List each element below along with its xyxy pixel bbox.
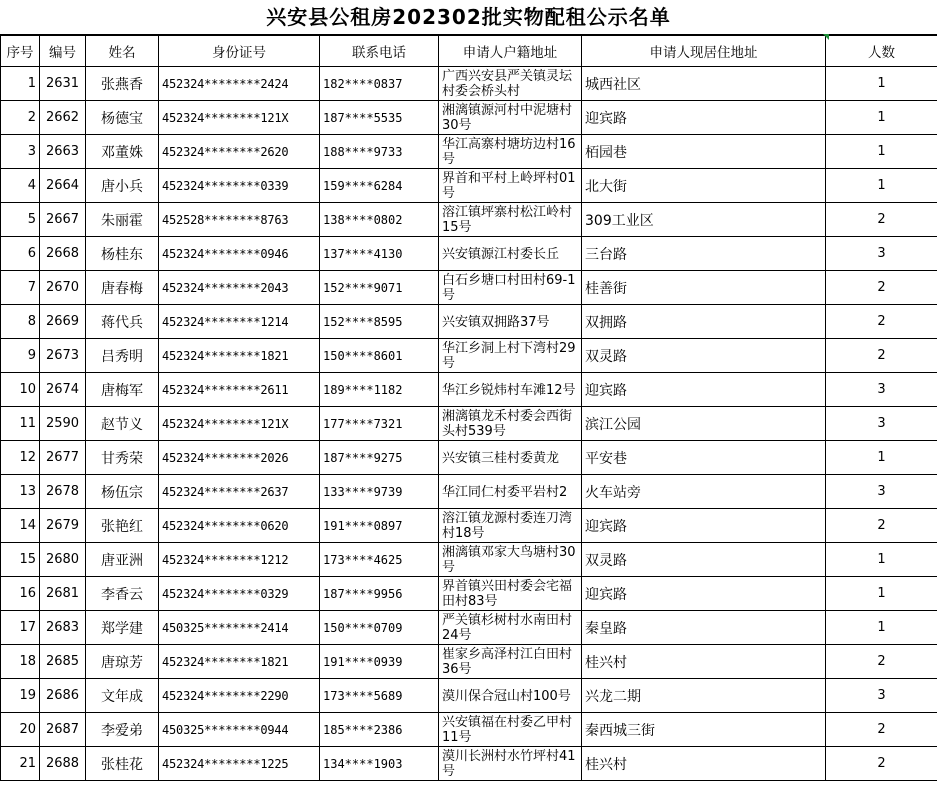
cell-count[interactable]: 1: [826, 611, 937, 645]
cell-hukou-address[interactable]: [439, 135, 582, 169]
cell-name[interactable]: 唐梅军: [86, 373, 159, 407]
hukou-text: 广西兴安县严关镇灵坛村委会桥头村: [442, 69, 573, 99]
cell-id-number[interactable]: 452324********121X: [159, 407, 320, 441]
hukou-text: 华江高寨村塘坊边村16号: [442, 137, 576, 167]
hukou-text: 白石乡塘口村田村69-1号: [442, 273, 576, 303]
cell-seq[interactable]: 18: [1, 645, 40, 679]
cell-name[interactable]: 张燕香: [86, 67, 159, 101]
cell-count[interactable]: 1: [826, 543, 937, 577]
cell-count[interactable]: 1: [826, 101, 937, 135]
cell-id-number[interactable]: 452324********1821: [159, 339, 320, 373]
cell-name[interactable]: 唐小兵: [86, 169, 159, 203]
cell-no[interactable]: 2681: [40, 577, 86, 611]
cell-hukou-address[interactable]: [439, 475, 582, 509]
cell-no[interactable]: 2668: [40, 237, 86, 271]
cell-hukou-address[interactable]: [439, 645, 582, 679]
cell-phone[interactable]: 187****5535: [320, 101, 439, 135]
col-header-no[interactable]: 编号: [40, 36, 86, 67]
hukou-text: 华江乡锐炜村车滩12号: [442, 382, 576, 398]
col-header-id[interactable]: 身份证号: [159, 36, 320, 67]
cell-id-number[interactable]: 452324********0620: [159, 509, 320, 543]
cell-count[interactable]: 2: [826, 747, 937, 781]
cell-hukou-address[interactable]: [439, 339, 582, 373]
col-header-seq[interactable]: 序号: [1, 36, 40, 67]
cell-count[interactable]: 3: [826, 679, 937, 713]
cell-seq[interactable]: 10: [1, 373, 40, 407]
table-row: [1, 543, 937, 577]
hukou-text: 溶江镇坪寨村松江岭村15号: [442, 205, 573, 235]
cell-name[interactable]: 杨德宝: [86, 101, 159, 135]
header-row: [1, 36, 937, 67]
cell-current-address[interactable]: 迎宾路: [582, 577, 826, 611]
cell-id-number[interactable]: 452324********2026: [159, 441, 320, 475]
cell-phone[interactable]: 173****4625: [320, 543, 439, 577]
cell-hukou-address[interactable]: [439, 271, 582, 305]
cell-no[interactable]: 2677: [40, 441, 86, 475]
table-row: [1, 67, 937, 101]
cell-count[interactable]: 3: [826, 373, 937, 407]
cell-name[interactable]: 甘秀荣: [86, 441, 159, 475]
cell-count[interactable]: 1: [826, 577, 937, 611]
cell-phone[interactable]: 150****0709: [320, 611, 439, 645]
cell-phone[interactable]: 133****9739: [320, 475, 439, 509]
cell-name[interactable]: 李爱弟: [86, 713, 159, 747]
hukou-text: 华江同仁村委平岩村2: [442, 484, 568, 500]
cell-id-number[interactable]: 452324********0329: [159, 577, 320, 611]
cell-seq[interactable]: 11: [1, 407, 40, 441]
sheet-title: 兴安县公租房202302批实物配租公示名单: [0, 0, 937, 35]
cell-current-address[interactable]: 栢园巷: [582, 135, 826, 169]
cell-current-address[interactable]: 迎宾路: [582, 101, 826, 135]
cell-hukou-address[interactable]: [439, 407, 582, 441]
cell-current-address[interactable]: 火车站旁: [582, 475, 826, 509]
cell-current-address[interactable]: 城西社区: [582, 67, 826, 101]
cell-id-number[interactable]: 452324********2620: [159, 135, 320, 169]
cell-current-address[interactable]: 秦皇路: [582, 611, 826, 645]
table-row: [1, 135, 937, 169]
cell-no[interactable]: 2688: [40, 747, 86, 781]
cell-seq[interactable]: 2: [1, 101, 40, 135]
cell-name[interactable]: 文年成: [86, 679, 159, 713]
table-body: [1, 67, 937, 781]
cell-no[interactable]: 2673: [40, 339, 86, 373]
cell-name[interactable]: 朱丽霍: [86, 203, 159, 237]
table-row: [1, 203, 937, 237]
cell-seq[interactable]: 9: [1, 339, 40, 373]
cell-count[interactable]: 1: [826, 169, 937, 203]
cell-no[interactable]: 2685: [40, 645, 86, 679]
cell-phone[interactable]: 152****8595: [320, 305, 439, 339]
cell-id-number[interactable]: 450325********2414: [159, 611, 320, 645]
col-header-hukou[interactable]: 申请人户籍地址: [439, 36, 582, 67]
roster-table: [0, 35, 937, 781]
cell-hukou-address[interactable]: [439, 543, 582, 577]
cell-current-address[interactable]: 迎宾路: [582, 373, 826, 407]
cell-name[interactable]: 张桂花: [86, 747, 159, 781]
table-row: [1, 271, 937, 305]
cell-no[interactable]: 2664: [40, 169, 86, 203]
table-row: [1, 611, 937, 645]
cell-name[interactable]: 赵节义: [86, 407, 159, 441]
cell-hukou-address[interactable]: [439, 679, 582, 713]
cell-current-address[interactable]: 309工业区: [582, 203, 826, 237]
cell-id-number[interactable]: 452528********8763: [159, 203, 320, 237]
cell-count[interactable]: 3: [826, 407, 937, 441]
cell-current-address[interactable]: 平安巷: [582, 441, 826, 475]
cell-phone[interactable]: 150****8601: [320, 339, 439, 373]
cell-seq[interactable]: 15: [1, 543, 40, 577]
hukou-text: 界首镇兴田村委会宅福田村83号: [442, 579, 573, 609]
cell-current-address[interactable]: 迎宾路: [582, 509, 826, 543]
hukou-text: 漠川长洲村水竹坪村41号: [442, 749, 576, 779]
cell-current-address[interactable]: 桂兴村: [582, 747, 826, 781]
cell-hukou-address[interactable]: [439, 713, 582, 747]
cell-current-address[interactable]: 三台路: [582, 237, 826, 271]
cell-hukou-address[interactable]: [439, 237, 582, 271]
cell-phone[interactable]: 189****1182: [320, 373, 439, 407]
cell-seq[interactable]: 20: [1, 713, 40, 747]
cell-seq[interactable]: 19: [1, 679, 40, 713]
cell-count[interactable]: 2: [826, 203, 937, 237]
cell-hukou-address[interactable]: [439, 611, 582, 645]
cell-phone[interactable]: 188****9733: [320, 135, 439, 169]
cell-name[interactable]: 郑学建: [86, 611, 159, 645]
cell-phone[interactable]: 187****9956: [320, 577, 439, 611]
cell-phone[interactable]: 182****0837: [320, 67, 439, 101]
cell-id-number[interactable]: 452324********1225: [159, 747, 320, 781]
cell-hukou-address[interactable]: [439, 305, 582, 339]
cell-no[interactable]: 2662: [40, 101, 86, 135]
cell-no[interactable]: 2679: [40, 509, 86, 543]
cell-current-address[interactable]: 桂兴村: [582, 645, 826, 679]
cell-hukou-address[interactable]: [439, 203, 582, 237]
cell-id-number[interactable]: 450325********0944: [159, 713, 320, 747]
cell-no[interactable]: 2678: [40, 475, 86, 509]
cell-current-address[interactable]: 桂善街: [582, 271, 826, 305]
cell-seq[interactable]: 8: [1, 305, 40, 339]
cell-id-number[interactable]: 452324********1214: [159, 305, 320, 339]
table-row: [1, 747, 937, 781]
col-header-count[interactable]: 人数: [826, 36, 937, 67]
cell-seq[interactable]: 16: [1, 577, 40, 611]
cell-name[interactable]: 吕秀明: [86, 339, 159, 373]
cell-id-number[interactable]: 452324********2611: [159, 373, 320, 407]
cell-phone[interactable]: 137****4130: [320, 237, 439, 271]
cell-count[interactable]: 2: [826, 509, 937, 543]
cell-hukou-address[interactable]: [439, 169, 582, 203]
table-row: [1, 475, 937, 509]
table-row: [1, 237, 937, 271]
col-header-address[interactable]: 申请人现居住地址: [582, 36, 826, 67]
cell-current-address[interactable]: 滨江公园: [582, 407, 826, 441]
cell-name[interactable]: 邓董姝: [86, 135, 159, 169]
table-row: [1, 339, 937, 373]
hukou-text: 湘漓镇邓家大鸟塘村30号: [442, 545, 576, 575]
cell-no[interactable]: 2674: [40, 373, 86, 407]
cell-count[interactable]: 3: [826, 475, 937, 509]
cell-name[interactable]: 杨伍宗: [86, 475, 159, 509]
cell-hukou-address[interactable]: [439, 67, 582, 101]
cell-count[interactable]: 2: [826, 645, 937, 679]
table-row: [1, 713, 937, 747]
hukou-text: 严关镇杉树村水南田村24号: [442, 613, 573, 643]
cell-name[interactable]: 蒋代兵: [86, 305, 159, 339]
hukou-text: 湘漓镇龙禾村委会西街头村539号: [442, 409, 573, 439]
cell-phone[interactable]: 177****7321: [320, 407, 439, 441]
cell-no[interactable]: 2683: [40, 611, 86, 645]
cell-name[interactable]: 唐亚洲: [86, 543, 159, 577]
table-row: [1, 509, 937, 543]
cell-current-address[interactable]: 北大街: [582, 169, 826, 203]
cell-count[interactable]: 1: [826, 67, 937, 101]
cell-no[interactable]: 2667: [40, 203, 86, 237]
cell-seq[interactable]: 5: [1, 203, 40, 237]
cell-name[interactable]: 杨桂东: [86, 237, 159, 271]
cell-seq[interactable]: 4: [1, 169, 40, 203]
cell-hukou-address[interactable]: [439, 441, 582, 475]
hukou-text: 界首和平村上岭坪村01号: [442, 171, 576, 201]
hukou-text: 兴安镇双拥路37号: [442, 314, 550, 330]
hukou-text: 华江乡洞上村下湾村29号: [442, 341, 576, 371]
table-row: [1, 101, 937, 135]
cell-no[interactable]: 2663: [40, 135, 86, 169]
cell-id-number[interactable]: 452324********121X: [159, 101, 320, 135]
cell-id-number[interactable]: 452324********2290: [159, 679, 320, 713]
cell-current-address[interactable]: 双拥路: [582, 305, 826, 339]
cell-seq[interactable]: 17: [1, 611, 40, 645]
table-row: [1, 407, 937, 441]
cell-phone[interactable]: 187****9275: [320, 441, 439, 475]
cell-count[interactable]: 3: [826, 237, 937, 271]
cell-seq[interactable]: 12: [1, 441, 40, 475]
cell-hukou-address[interactable]: [439, 373, 582, 407]
cell-seq[interactable]: 1: [1, 67, 40, 101]
table-row: [1, 645, 937, 679]
cell-count[interactable]: 2: [826, 305, 937, 339]
cell-hukou-address[interactable]: [439, 101, 582, 135]
table-row: [1, 577, 937, 611]
cell-seq[interactable]: 14: [1, 509, 40, 543]
cell-no[interactable]: 2669: [40, 305, 86, 339]
cell-seq[interactable]: 21: [1, 747, 40, 781]
col-header-tel[interactable]: 联系电话: [320, 36, 439, 67]
cell-seq[interactable]: 6: [1, 237, 40, 271]
cell-phone[interactable]: 173****5689: [320, 679, 439, 713]
cell-current-address[interactable]: 双灵路: [582, 339, 826, 373]
cell-current-address[interactable]: 双灵路: [582, 543, 826, 577]
cell-seq[interactable]: 7: [1, 271, 40, 305]
cell-phone[interactable]: 185****2386: [320, 713, 439, 747]
cell-phone[interactable]: 152****9071: [320, 271, 439, 305]
cell-no[interactable]: 2631: [40, 67, 86, 101]
cell-id-number[interactable]: 452324********2043: [159, 271, 320, 305]
cell-hukou-address[interactable]: [439, 509, 582, 543]
cell-phone[interactable]: 191****0939: [320, 645, 439, 679]
hukou-text: 兴安镇三桂村委黄龙: [442, 450, 560, 466]
cell-current-address[interactable]: 兴龙二期: [582, 679, 826, 713]
cell-no[interactable]: 2590: [40, 407, 86, 441]
cell-no[interactable]: 2670: [40, 271, 86, 305]
cell-id-number[interactable]: 452324********2637: [159, 475, 320, 509]
table-row: [1, 373, 937, 407]
cell-phone[interactable]: 191****0897: [320, 509, 439, 543]
hukou-text: 漠川保合冠山村100号: [442, 688, 571, 704]
cell-name[interactable]: 张艳红: [86, 509, 159, 543]
cell-comment-marker: [823, 34, 829, 40]
cell-id-number[interactable]: 452324********0339: [159, 169, 320, 203]
cell-no[interactable]: 2687: [40, 713, 86, 747]
cell-id-number[interactable]: 452324********0946: [159, 237, 320, 271]
cell-seq[interactable]: 13: [1, 475, 40, 509]
cell-phone[interactable]: 159****6284: [320, 169, 439, 203]
cell-current-address[interactable]: 秦西城三街: [582, 713, 826, 747]
cell-hukou-address[interactable]: [439, 747, 582, 781]
cell-count[interactable]: 1: [826, 135, 937, 169]
cell-id-number[interactable]: 452324********1821: [159, 645, 320, 679]
cell-count[interactable]: 1: [826, 441, 937, 475]
hukou-text: 湘漓镇源河村中泥塘村30号: [442, 103, 573, 133]
hukou-text: 兴安镇福在村委乙甲村11号: [442, 715, 573, 745]
cell-no[interactable]: 2686: [40, 679, 86, 713]
cell-hukou-address[interactable]: [439, 577, 582, 611]
cell-id-number[interactable]: 452324********1212: [159, 543, 320, 577]
cell-count[interactable]: 2: [826, 339, 937, 373]
col-header-name[interactable]: 姓名: [86, 36, 159, 67]
cell-count[interactable]: 2: [826, 271, 937, 305]
cell-seq[interactable]: 3: [1, 135, 40, 169]
cell-name[interactable]: 李香云: [86, 577, 159, 611]
table-row: [1, 169, 937, 203]
hukou-text: 崔家乡高泽村江白田村36号: [442, 647, 573, 677]
hukou-text: 兴安镇源江村委长丘: [442, 246, 560, 262]
hukou-text: 溶江镇龙源村委连刀湾村18号: [442, 511, 573, 541]
cell-phone[interactable]: 138****0802: [320, 203, 439, 237]
table-row: [1, 679, 937, 713]
cell-name[interactable]: 唐春梅: [86, 271, 159, 305]
cell-no[interactable]: 2680: [40, 543, 86, 577]
table-row: [1, 441, 937, 475]
table-row: [1, 305, 937, 339]
cell-count[interactable]: 2: [826, 713, 937, 747]
cell-phone[interactable]: 134****1903: [320, 747, 439, 781]
cell-name[interactable]: 唐琼芳: [86, 645, 159, 679]
cell-id-number[interactable]: 452324********2424: [159, 67, 320, 101]
